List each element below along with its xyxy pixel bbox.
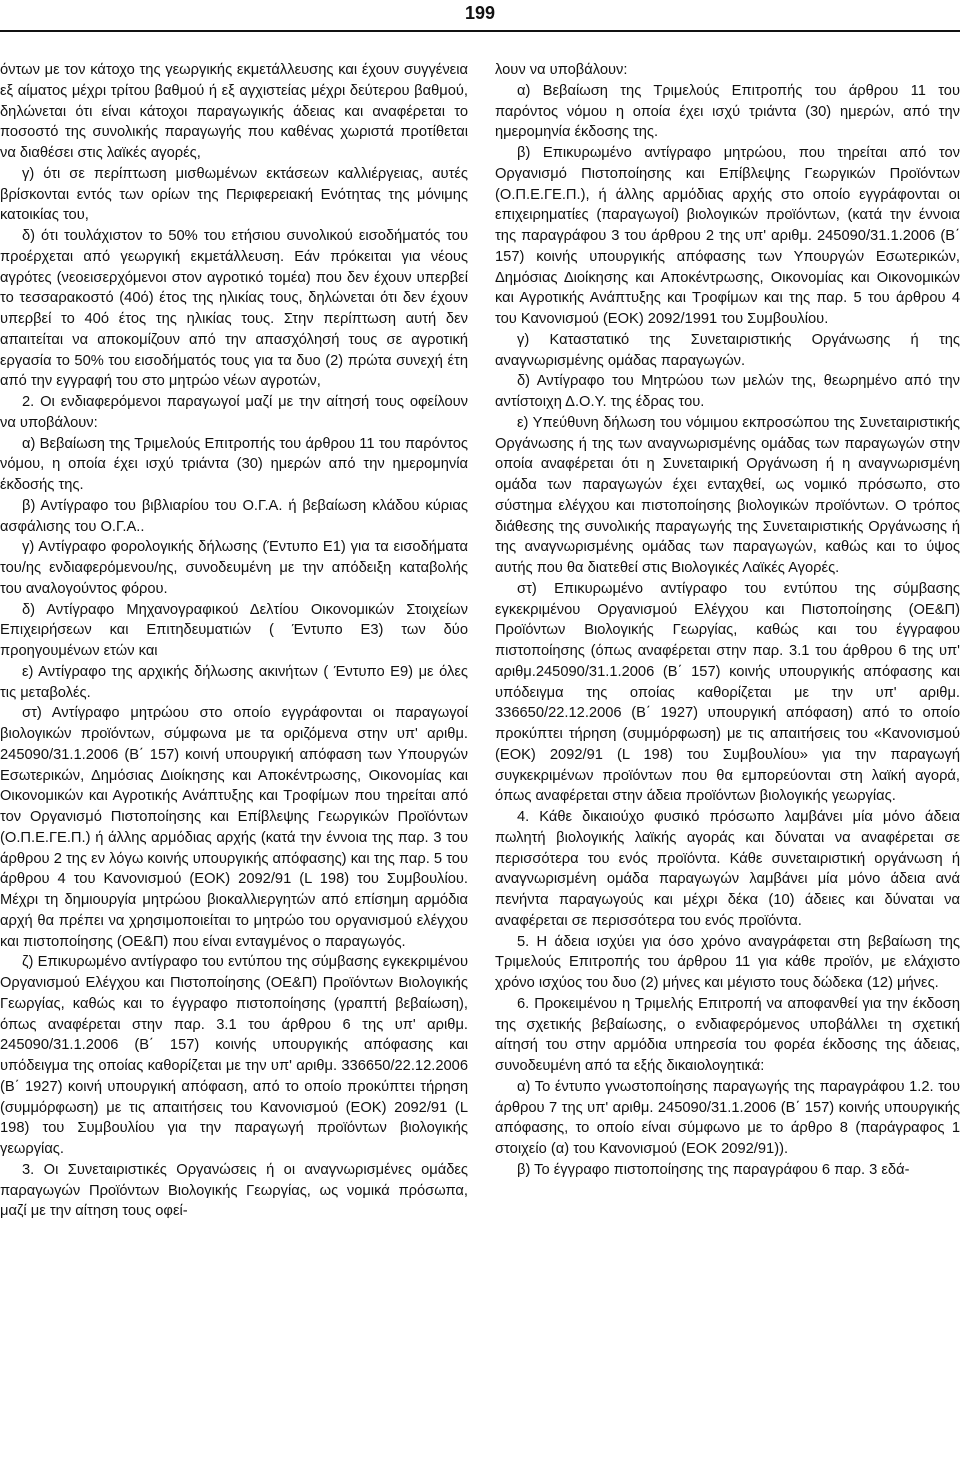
paragraph: β) Αντίγραφο του βιβλιαρίου του Ο.Γ.Α. ή βεβαίωση κλάδου κύριας ασφάλισης του Ο.Γ.Α..	[0, 497, 468, 535]
paragraph: 5. Η άδεια ισχύει για όσο χρόνο αναγράφεται στη βεβαίωση της Τριμελούς Επιτροπής του άρθρου 11 για κάθε προϊόν, με ελάχιστο χρόνο ισχύος του δυο (2) μήνες και μέγιστο τους δώδεκα (12) μήνες.	[495, 933, 960, 991]
paragraph: στ) Αντίγραφο μητρώου στο οποίο εγγράφονται οι παραγωγοί βιολογικών προϊόντων, σύμφωνα με τα οριζόμενα στην υπ' αριθμ. 245090/31.1.2006 (Β΄ 157) κοινή υπουργική απόφαση των Υπουργών Εσωτερικών, Δημόσιας Διοίκησης και Αποκέντρωσης, Οικονομίας και Οικονομικών και Αγροτικής Ανάπτυξης και Τροφίμων που τηρείται από τον Οργανισμό Πιστοποίησης και Επίβλεψης Γεωργικών Προϊόντων (Ο.Π.Ε.ΓΕ.Π.) ή άλλης αρμόδιας αρχής (κατά την έννοια της παρ. 3 του άρθρου 2 της εν λόγω κοινής υπουργικής απόφασης) και της παρ. 5 του άρθρου 4 του Κανονισμού (ΕΟΚ) 2092/91 (L 198) του Συμβουλίου. Μέχρι τη δημιουργία μητρώου βιοκαλλιεργητών από επίσημη αρμόδια αρχή θα πρέπει να χρησιμοποιείται το μητρώο του οργανισμού ελέγχου και πιστοποίησης (ΟΕ&Π) που είναι ενταγμένος ο παραγωγός.	[0, 705, 468, 950]
paragraph: β) Επικυρωμένο αντίγραφο μητρώου, που τηρείται από τον Οργανισμό Πιστοποίησης και Επίβλεψης Γεωργικών Προϊόντων (Ο.Π.Ε.ΓΕ.Π.), ή άλλης αρμόδιας αρχής στο οποίο εγγράφονται οι επιχειρηματίες (παραγωγοί) βιολογικών προϊόντων, (κατά την έννοια της παραγράφου 3 του άρθρου 2 της υπ' αριθμ. 245090/31.1.2006 (Β΄ 157) κοινής υπουργικής απόφασης των Υπουργών Εσωτερικών, Δημόσιας Διοίκησης και Αποκέντρωσης, Οικονομίας και Οικονομικών και Αγροτικής Ανάπτυξης και Τροφίμων και της παρ. 5 του άρθρου 4 του Κανονισμού (ΕΟΚ) 2092/1991 του Συμβουλίου.	[495, 145, 960, 327]
paragraph: δ) Αντίγραφο του Μητρώου των μελών της, θεωρημένο από την αντίστοιχη Δ.Ο.Υ. της έδρας του.	[495, 373, 960, 410]
paragraph: 3. Οι Συνεταιριστικές Οργανώσεις ή οι αναγνωρισμένες ομάδες παραγωγών Προϊόντων Βιολογικής Γεωργίας, ως νομικά πρόσωπα, μαζί με την αίτηση τους οφεί-	[0, 1161, 468, 1220]
paragraph: 4. Κάθε δικαιούχο φυσικό πρόσωπο λαμβάνει μία μόνο άδεια πωλητή βιολογικής λαϊκής αγοράς και δύναται να αναφέρεται σε περισσότερα του ενός προϊόντα. Κάθε συνεταιριστική οργάνωση ή αναγνωρισμένη ομάδα παραγωγών λαμβάνει μία μόνο άδεια ανά πενήντα παραγωγούς και μέχρι δέκα (10) άδειες και δύναται να αναφέρεται σε περισσότερα του ενός προϊόντα.	[495, 809, 960, 929]
right-column	[495, 60, 960, 1181]
paragraph: α) Το έντυπο γνωστοποίησης παραγωγής της παραγράφου 1.2. του άρθρου 7 της υπ' αριθμ. 245090/31.1.2006 (Β΄ 157) κοινής υπουργικής απόφασης, το οποίο είναι σύμφωνο με το άρθρο 8 (παράγραφος 1 στοιχείο (α) του Κανονισμού (ΕΟΚ 2092/91)).	[495, 1078, 960, 1157]
left-column	[0, 60, 468, 1222]
paragraph: γ) Καταστατικό της Συνεταιριστικής Οργάνωσης ή της αναγνωρισμένης ομάδας παραγωγών.	[495, 331, 960, 369]
page-header	[0, 0, 960, 34]
paragraph: δ) Αντίγραφο Μηχανογραφικού Δελτίου Οικονομικών Στοιχείων Επιχειρήσεων και Επιτηδευματιών ( Έντυπο Ε3) των δύο προηγουμένων ετών και	[0, 601, 468, 659]
header-rule	[0, 30, 960, 32]
paragraph: 2. Οι ενδιαφερόμενοι παραγωγοί μαζί με την αίτησή τους οφείλουν να υποβάλουν:	[0, 394, 468, 431]
paragraph: γ) Αντίγραφο φορολογικής δήλωσης (Έντυπο Ε1) για τα εισοδήματα του/ης ενδιαφερόμενου/ης, συνοδευμένη με την απόδειξη καταβολής του αναλογούντος φόρου.	[0, 539, 468, 597]
paragraph: β) Το έγγραφο πιστοποίησης της παραγράφου 6 παρ. 3 εδά-	[517, 1161, 910, 1178]
paragraph: ζ) Επικυρωμένο αντίγραφο του εντύπου της σύμβασης εγκεκριμένου Οργανισμού Ελέγχου και Πιστοποίησης (ΟΕ&Π) Προϊόντων Βιολογικής Γεωργίας, καθώς και το έγγραφο πιστοποίησης (γραπτή βεβαίωση), όπως αναφέρεται στην παρ. 3.1 του άρθρου 6 της υπ' αριθμ. 245090/31.1.2006 (Β΄ 157) κοινής υπουργικής απόφασης και υπόδειγμα της οποίας καθορίζεται με την υπ' αριθμ. 336650/22.12.2006 (Β΄ 1927) κοινή υπουργική απόφαση, από το οποίο προκύπτει τήρηση (συμμόρφωση) με τις απαιτήσεις του Κανονισμού (ΕΟΚ) 2092/91 (L 198) του Συμβουλίου για την παραγωγή προϊόντων βιολογικής γεωργίας.	[0, 954, 468, 1157]
paragraph: στ) Επικυρωμένο αντίγραφο του εντύπου της σύμβασης εγκεκριμένου Οργανισμού Ελέγχου και Πιστοποίησης (ΟΕ&Π) Προϊόντων Βιολογικής Γεωργίας, καθώς και του έγγραφου πιστοποίησης (όπως αναφέρεται στην παρ. 3.1 του άρθρου 6 της υπ' αριθμ.245090/31.1.2006 (Β΄ 157) κοινής υπουργικής απόφασης και υπόδειγμα της οποίας καθορίζεται με την υπ' αριθμ. 336650/22.12.2006 (Β΄ 1927) υπουργική απόφαση) από το οποίο προκύπτει τήρηση (συμμόρφωση) με τις απαιτήσεις του «Κανονισμού (ΕΟΚ) 2092/91 (L 198) του Συμβουλίου» για την παραγωγή συγκεκριμένων προϊόντων που θα εμπορεύονται στη λαϊκή αγορά, όπως αναφέρεται στην άδεια προϊόντων βιολογικής γεωργίας.	[495, 580, 960, 805]
page-number: 199	[464, 3, 496, 23]
paragraph: 6. Προκειμένου η Τριμελής Επιτροπή να αποφανθεί για την έκδοση της σχετικής βεβαίωσης, ο ενδιαφερόμενος υποβάλλει τη σχετική αίτησή του στην αρμόδια υπηρεσία του φορέα έκδοσης της άδειας, συνοδευμένη από τα εξής δικαιολογητικά:	[495, 995, 960, 1074]
paragraph: ε) Αντίγραφο της αρχικής δήλωσης ακινήτων ( Έντυπο Ε9) με όλες τις μεταβολές.	[0, 663, 468, 701]
paragraph: α) Βεβαίωση της Τριμελούς Επιτροπής του άρθρου 11 του παρόντος νόμου η οποία έχει ισχύ τριάντα (30) ημερών, από την ημερομηνία έκδοσης της.	[495, 82, 960, 141]
paragraph: όντων με τον κάτοχο της γεωργικής εκμετάλλευσης και έχουν συγγένεια εξ αίματος μέχρι τρίτου βαθμού ή εξ αγχιστείας μέχρι δεύτερου βαθμού, δηλώνεται ότι είναι κάτοχοι παραγωγικής άδειας και αναφέρεται το ποσοστό της συνολικής παραγωγής που καθένας χωριστά προτίθεται να διαθέσει στις λαϊκές αγορές,	[0, 62, 468, 161]
paragraph: ε) Υπεύθυνη δήλωση του νόμιμου εκπροσώπου της Συνεταιριστικής Οργάνωσης ή της των αναγνωρισμένης ομάδας των παραγωγών στην οποία αναφέρεται ότι η Συνεταιρική Οργάνωση ή η αναγνωρισμένη ομάδα των παραγωγών έχει ενταχθεί, ως νομικό πρόσωπο, στο σύστημα ελέγχου και πιστοποίησης βιολογικών προϊόντων. Ο τρόπος διάθεσης της συνολικής παραγωγής της Συνεταιριστικής Οργάνωσης ή της αναγνωρισμένης ομάδας των παραγωγών, καθώς και το ύψος αυτής που θα διατεθεί στις Βιολογικές Λαϊκές Αγορές.	[495, 414, 960, 576]
paragraph: γ) ότι σε περίπτωση μισθωμένων εκτάσεων καλλιέργειας, αυτές βρίσκονται εντός των ορίων της Περιφερειακή Ενότητας της μόνιμης κατοικίας του,	[0, 165, 468, 224]
paragraph: λουν να υποβάλουν:	[495, 62, 628, 78]
paragraph: δ) ότι τουλάχιστον το 50% του ετήσιου συνολικού εισοδήματός του προέρχεται από γεωργική εκμετάλλευση. Εάν πρόκειται για νέους αγρότες (νεοεισερχόμενοι στον αγροτικό τομέα) που δεν έχουν υπερβεί το τεσσαρακοστό (40ό) έτος της ηλικίας τους, δηλώνεται ότι δεν έχουν υπερβεί το 40ό έτος της ηλικίας τους. Στην περίπτωση αυτή δεν απαιτείται να αποκομίζουν από την απασχόλησή τους σε αγροτική εργασία το 50% του εισοδήματός τους για τα δυο (2) πρώτα συνεχή έτη από την εγγραφή του στο μητρώο νέων αγροτών,	[0, 228, 468, 390]
paragraph: α) Βεβαίωση της Τριμελούς Επιτροπής του άρθρου 11 του παρόντος νόμου, η οποία έχει ισχύ τριάντα (30) ημερών από την ημερομηνία έκδοσής της.	[0, 435, 468, 493]
